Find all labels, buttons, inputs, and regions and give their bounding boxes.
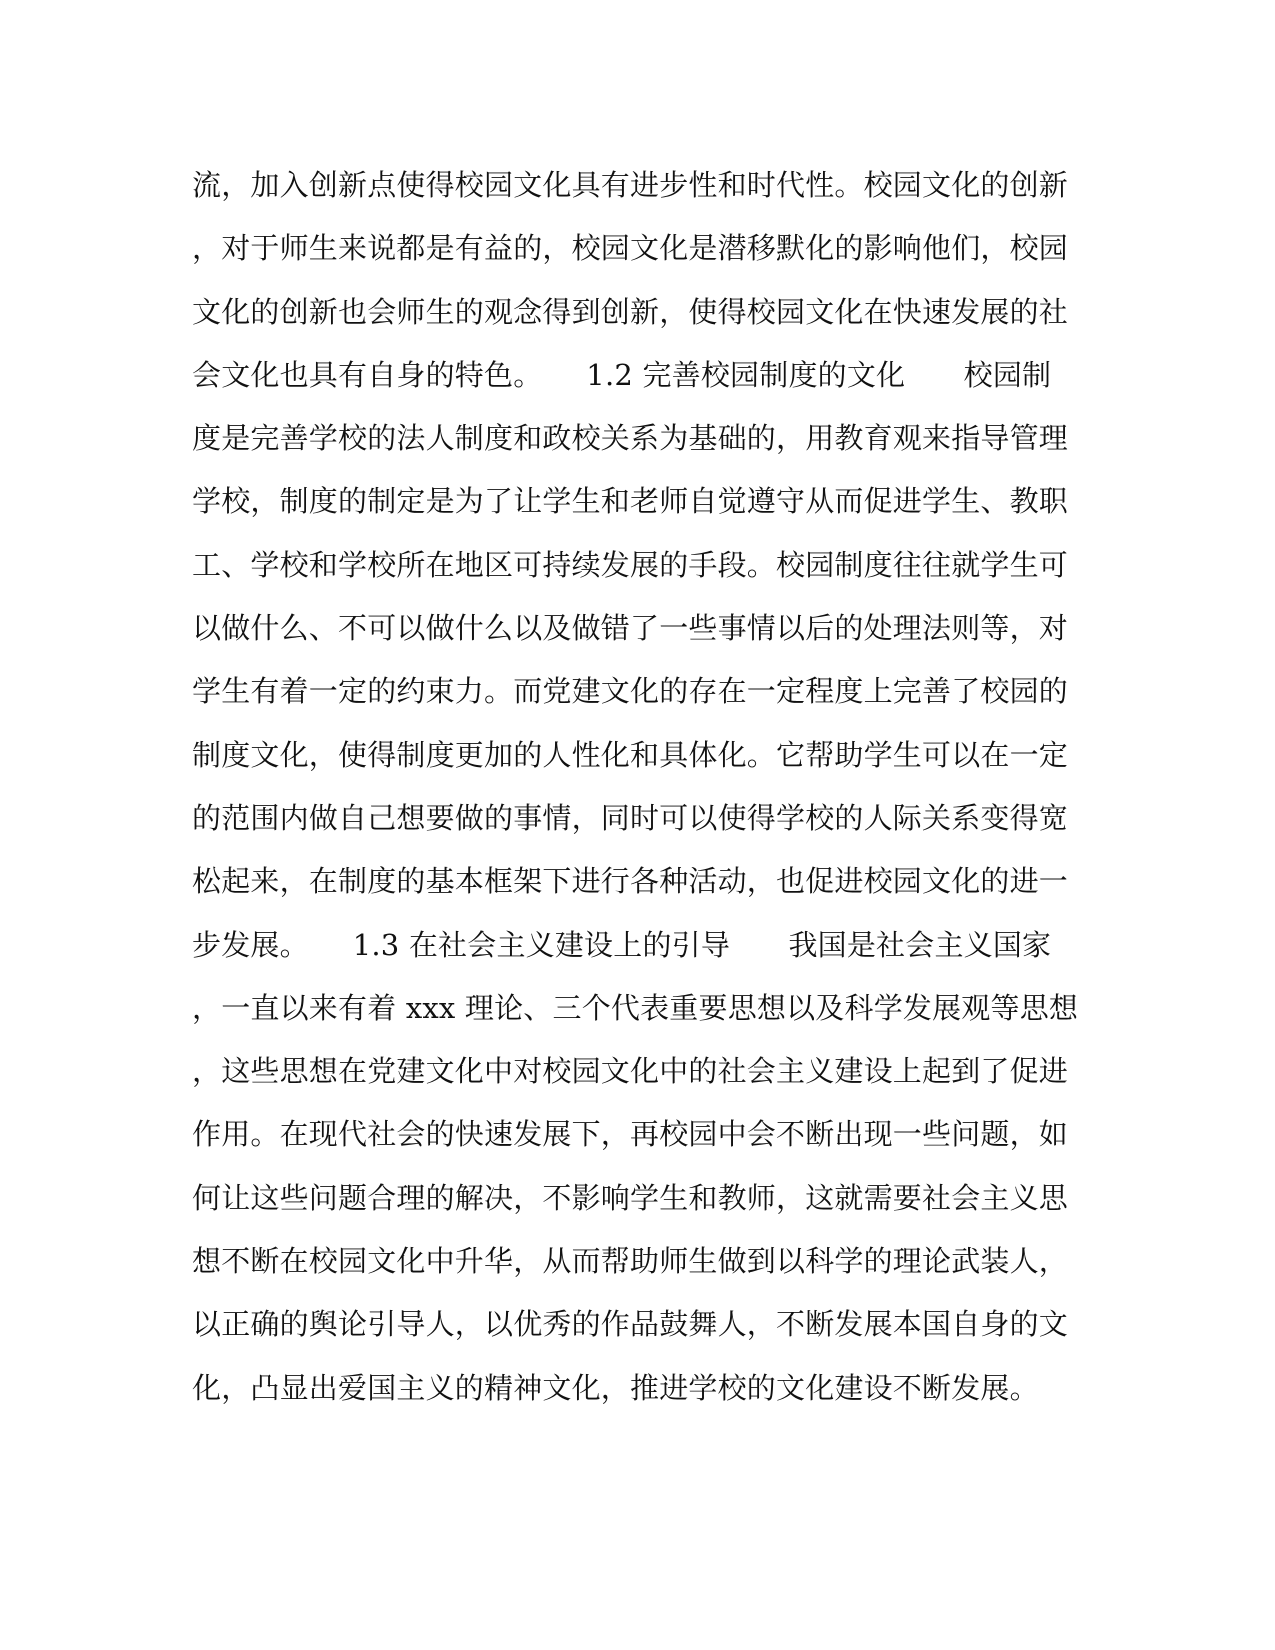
text-line: 松起来，在制度的基本框架下进行各种活动，也促进校园文化的进一 [192,864,1069,899]
text-line: 工、学校和学校所在地区可持续发展的手段。校园制度往往就学生可 [192,547,1069,582]
text-line: ，这些思想在党建文化中对校园文化中的社会主义建设上起到了促进 [192,1054,1069,1089]
text-line: 以做什么、不可以做什么以及做错了一些事情以后的处理法则等，对 [192,611,1069,646]
text-line: 作用。在现代社会的快速发展下，再校园中会不断出现一些问题，如 [192,1117,1069,1152]
text-line: 何让这些问题合理的解决，不影响学生和教师，这就需要社会主义思 [192,1180,1069,1215]
body-text [192,154,1079,1420]
text-line: 度是完善学校的法人制度和政校关系为基础的，用教育观来指导管理 [192,421,1069,456]
text-line: 会文化也具有自身的特色。 1.2 完善校园制度的文化 校园制 [192,357,1052,392]
text-line: ，对于师生来说都是有益的，校园文化是潜移默化的影响他们，校园 [192,231,1069,266]
text-line: 制度文化，使得制度更加的人性化和具体化。它帮助学生可以在一定 [192,737,1069,772]
text-line: 的范围内做自己想要做的事情，同时可以使得学校的人际关系变得宽 [192,800,1069,835]
text-line: 想不断在校园文化中升华，从而帮助师生做到以科学的理论武装人， [192,1244,1069,1279]
text-line: 流，加入创新点使得校园文化具有进步性和时代性。校园文化的创新 [192,168,1069,202]
text-line: 步发展。 1.3 在社会主义建设上的引导 我国是社会主义国家 [192,927,1052,962]
text-line: 学生有着一定的约束力。而党建文化的存在一定程度上完善了校园的 [192,674,1069,709]
text-line: 文化的创新也会师生的观念得到创新，使得校园文化在快速发展的社 [192,294,1069,329]
text-line: 学校，制度的制定是为了让学生和老师自觉遵守从而促进学生、教职 [192,484,1069,519]
text-line: 以正确的舆论引导人，以优秀的作品鼓舞人，不断发展本国自身的文 [192,1307,1069,1342]
text-line: ，一直以来有着 xxx 理论、三个代表重要思想以及科学发展观等思想 [192,990,1079,1025]
text-line: 化，凸显出爱国主义的精神文化，推进学校的文化建设不断发展。 [192,1370,1039,1405]
